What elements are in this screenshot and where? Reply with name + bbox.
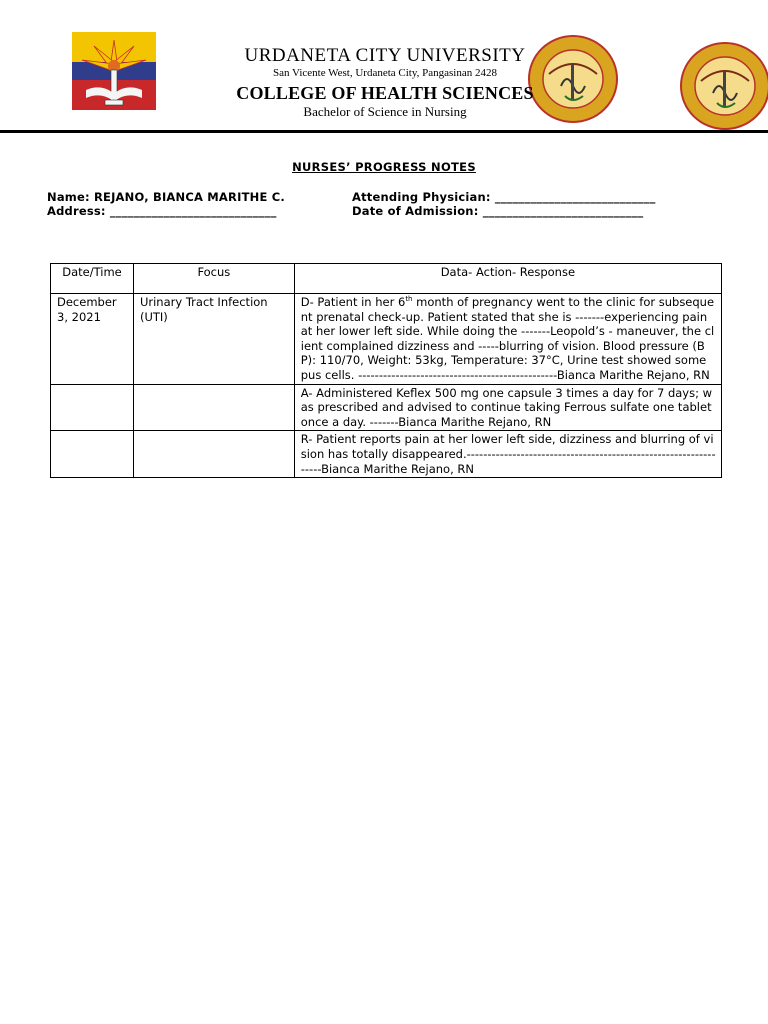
progress-notes-table (50, 263, 722, 478)
focus-cell (133, 384, 294, 431)
header-divider (0, 130, 768, 133)
program-name: Bachelor of Science in Nursing (303, 104, 467, 119)
college-seal-icon (679, 41, 768, 131)
ordinal-suffix: th (405, 295, 413, 304)
university-logo (72, 32, 156, 110)
college-name: COLLEGE OF HEALTH SCIENCES (236, 83, 534, 103)
table-row (51, 431, 722, 478)
column-header-focus: Focus (133, 264, 294, 294)
date-of-admission-field: Date of Admission: ___________________________ (352, 204, 644, 218)
attending-physician-field: Attending Physician: ___________________________ (352, 190, 656, 204)
column-header-date-time: Date/Time (51, 264, 134, 294)
action-entry-cell: A- Administered Keflex 500 mg one capsule 3 times a day for 7 days; was prescribed and advised to continue taking Ferrous sulfate one tablet once a day. -------Bianca Marithe Rejano, RN (294, 384, 721, 431)
focus-cell (133, 431, 294, 478)
entry-text: D- Patient in her 6 (300, 295, 406, 309)
column-header-dar: Data- Action- Response (294, 264, 721, 294)
university-address: San Vicente West, Urdaneta City, Pangasinan 2428 (272, 67, 497, 79)
table-row (51, 294, 722, 385)
data-entry-cell (294, 294, 721, 385)
patient-name: Name: REJANO, BIANCA MARITHE C. (47, 190, 285, 204)
date-cell (51, 384, 134, 431)
date-cell: December 3, 2021 (51, 294, 134, 385)
table-row (51, 384, 722, 431)
university-name: URDANETA CITY UNIVERSITY (244, 45, 526, 66)
entry-text: month of pregnancy went to the clinic for subsequent prenatal check-up. Patient stated that she is -------experiencing pain at her lower left side. While doing the -------Leopold’s - maneuver, the client complained dizziness and -----blurring of vision. Blood pressure (BP): 110/70, Weight: 53kg, Temperature: 37°C, Urine test showed some pus cells. ------------------------------------------------Bianca Marithe Rejano, RN (300, 295, 715, 382)
focus-cell: Urinary Tract Infection (UTI) (133, 294, 294, 385)
page-title: NURSES’ PROGRESS NOTES (292, 160, 476, 174)
response-entry-cell: R- Patient reports pain at her lower left side, dizziness and blurring of vision has totally disappeared.-----------------------------------------------------------------Bianca Marithe Rejano, RN (294, 431, 721, 478)
date-cell (51, 431, 134, 478)
address-field: Address: ____________________________ (47, 204, 277, 218)
table-header-row (51, 264, 722, 294)
